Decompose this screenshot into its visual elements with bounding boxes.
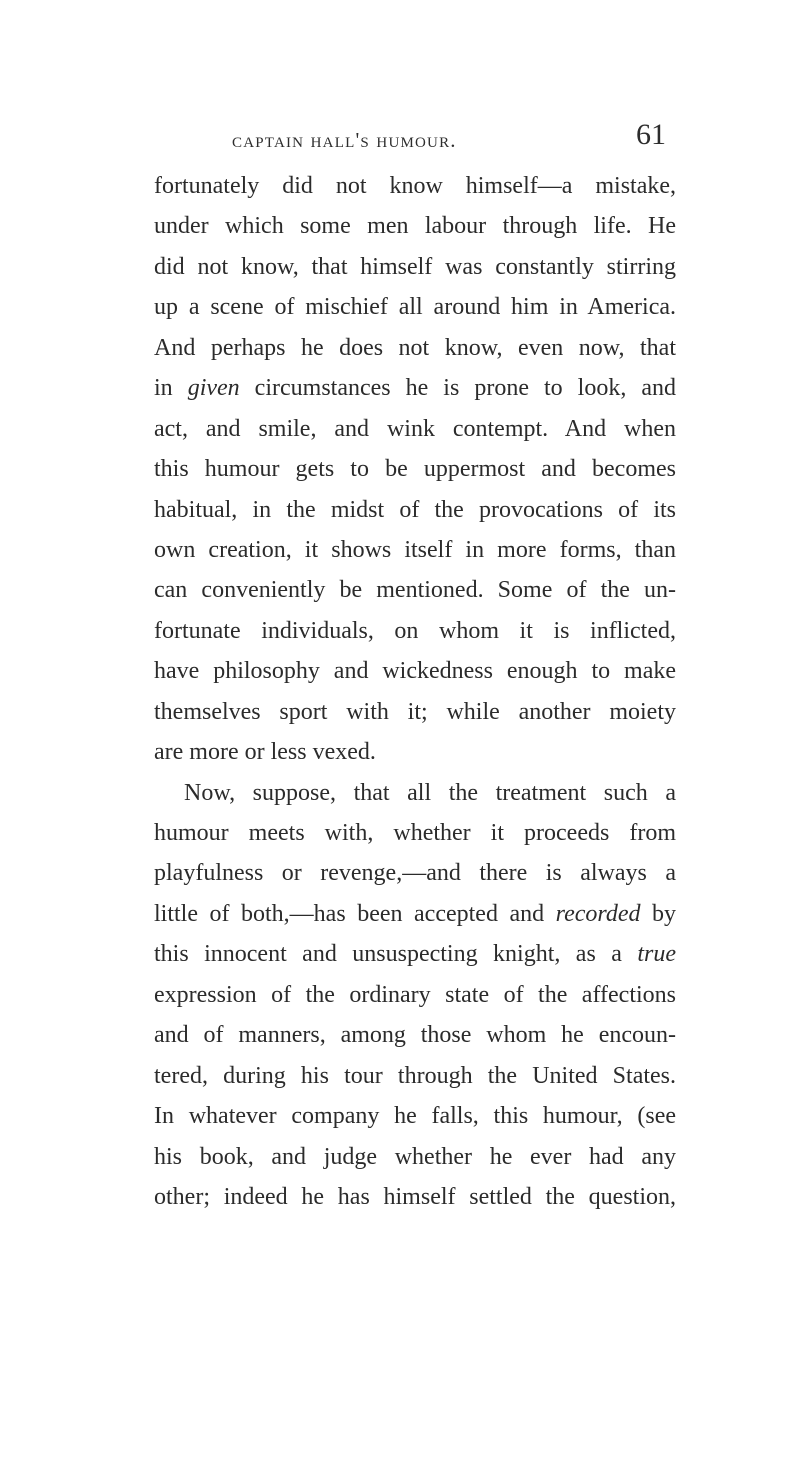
text-line: his book, and judge whether he ever had any — [154, 1143, 676, 1170]
text-line: did not know, that himself was constantly stirring — [154, 253, 676, 280]
text-line: And perhaps he does not know, even now, that — [154, 334, 676, 361]
body-text — [154, 166, 676, 1217]
page-number: 61 — [636, 118, 666, 151]
text-line: Now, suppose, that all the treatment such a — [184, 779, 676, 806]
text-line: act, and smile, and wink contempt. And when — [154, 415, 676, 442]
text-line: In whatever company he falls, this humour, (see — [154, 1103, 676, 1130]
text-line: tered, during his tour through the United States. — [154, 1062, 676, 1089]
text-line: themselves sport with it; while another moiety — [154, 698, 676, 725]
text-line: this innocent and unsuspecting knight, as a true — [154, 941, 676, 968]
italic-word: recorded — [555, 900, 641, 927]
italic-word: true — [637, 941, 676, 968]
text-line: have philosophy and wickedness enough to make — [154, 658, 676, 685]
text-line: in given circumstances he is prone to look, and — [154, 375, 676, 402]
text-line: habitual, in the midst of the provocations of its — [154, 496, 676, 523]
text-line: expression of the ordinary state of the affections — [154, 981, 676, 1008]
text-line: are more or less vexed. — [154, 739, 376, 766]
running-title: captain hall's humour. — [232, 128, 457, 152]
text-line: own creation, it shows itself in more forms, than — [154, 536, 676, 563]
text-line: can conveniently be mentioned. Some of the un- — [154, 577, 676, 604]
text-line: humour meets with, whether it proceeds from — [154, 820, 676, 846]
text-line: little of both,—has been accepted and recorded by — [154, 900, 676, 927]
text-line: this humour gets to be uppermost and becomes — [154, 456, 676, 483]
text-line: under which some men labour through life. He — [154, 213, 676, 240]
text-line: playfulness or revenge,—and there is always a — [154, 860, 676, 887]
text-line: fortunately did not know himself—a mistake, — [154, 173, 676, 199]
running-head — [0, 118, 800, 158]
text-line: other; indeed he has himself settled the question, — [154, 1183, 676, 1210]
text-line: fortunate individuals, on whom it is inflicted, — [154, 617, 676, 644]
text-line: and of manners, among those whom he encoun- — [154, 1022, 676, 1049]
text-line: up a scene of mischief all around him in America. — [154, 294, 676, 321]
italic-word: given — [187, 375, 240, 402]
